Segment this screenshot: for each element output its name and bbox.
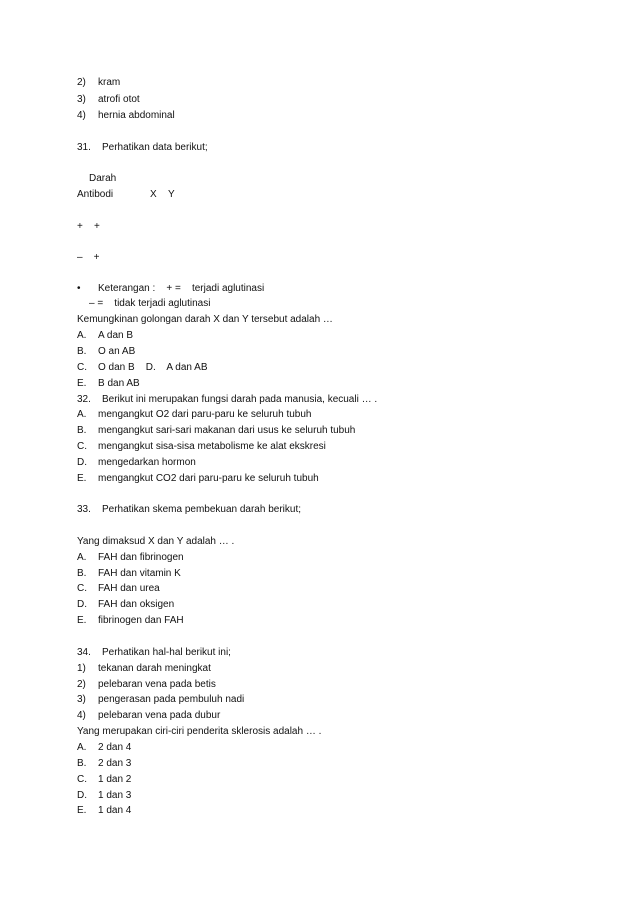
legend-line: – = tidak terjadi aglutinasi	[89, 298, 211, 309]
option-letter: B.	[77, 425, 87, 436]
table-header-darah: Darah	[89, 173, 117, 184]
item-number: 3)	[77, 94, 86, 105]
answer-option	[77, 441, 326, 453]
question-text: Yang dimaksud X dan Y adalah … .	[77, 536, 235, 547]
option-letter: D.	[77, 599, 87, 610]
option-text: FAH dan oksigen	[98, 599, 175, 610]
option-text: 2 dan 4	[98, 742, 132, 753]
antibodi-label: Antibodi	[77, 189, 114, 200]
question-33-heading	[77, 504, 301, 516]
answer-option	[77, 346, 135, 358]
answer-option	[77, 774, 131, 786]
legend-text: Keterangan : + = terjadi aglutinasi	[98, 283, 265, 294]
list-item	[77, 663, 211, 675]
option-letter: A.	[77, 552, 87, 563]
list-item	[77, 710, 220, 722]
option-letter: C.	[77, 441, 87, 452]
option-letter: C.	[77, 774, 87, 785]
answer-option	[77, 758, 131, 770]
option-letter: A.	[77, 409, 87, 420]
option-text: O an AB	[98, 346, 136, 357]
item-text: kram	[98, 77, 121, 88]
option-letter: B.	[77, 568, 87, 579]
answer-option	[77, 599, 174, 611]
table-row: – +	[77, 252, 100, 263]
answer-option	[77, 742, 131, 754]
item-number: 2)	[77, 77, 86, 88]
answer-option	[77, 409, 311, 421]
column-y-label: Y	[168, 189, 175, 200]
question-number: 33.	[77, 504, 91, 515]
question-text: Perhatikan hal-hal berikut ini;	[102, 647, 231, 658]
question-number: 34.	[77, 647, 91, 658]
answer-option	[77, 615, 184, 627]
question-number: 32.	[77, 394, 91, 405]
option-text: mengangkut sari-sari makanan dari usus ke seluruh tubuh	[98, 425, 356, 436]
option-text: mengedarkan hormon	[98, 457, 196, 468]
option-letter: E.	[77, 805, 87, 816]
list-item	[77, 77, 120, 89]
question-text: Berikut ini merupakan fungsi darah pada manusia, kecuali … .	[102, 394, 378, 405]
column-x-label: X	[150, 189, 157, 200]
option-text: fibrinogen dan FAH	[98, 615, 184, 626]
list-item	[77, 94, 140, 106]
option-text: mengangkut sisa-sisa metabolisme ke alat ekskresi	[98, 441, 326, 452]
option-letter: A.	[77, 330, 87, 341]
question-31-heading	[77, 142, 208, 154]
answer-option	[77, 378, 140, 390]
option-letter: B.	[77, 758, 87, 769]
option-letter: B.	[77, 346, 87, 357]
item-number: 4)	[77, 710, 86, 721]
list-item	[77, 679, 216, 691]
question-32-heading	[77, 394, 377, 406]
option-letter: E.	[77, 378, 87, 389]
option-text: A dan B	[98, 330, 134, 341]
option-text: mengangkut CO2 dari paru-paru ke seluruh tubuh	[98, 473, 319, 484]
option-text: FAH dan vitamin K	[98, 568, 181, 579]
option-text: mengangkut O2 dari paru-paru ke seluruh tubuh	[98, 409, 312, 420]
table-header-row	[77, 189, 175, 201]
option-letter: E.	[77, 473, 87, 484]
question-text: Kemungkinan golongan darah X dan Y tersebut adalah …	[77, 314, 333, 325]
question-34-heading	[77, 647, 231, 659]
option-text: B dan AB	[98, 378, 140, 389]
option-letter: C.	[77, 583, 87, 594]
item-text: pelebaran vena pada dubur	[98, 710, 221, 721]
answer-option	[77, 583, 160, 595]
answer-option	[77, 362, 208, 374]
option-letter: A.	[77, 742, 87, 753]
question-text: Perhatikan skema pembekuan darah berikut;	[102, 504, 302, 515]
answer-option	[77, 805, 131, 817]
table-row: + +	[77, 221, 100, 232]
option-text: O dan B D. A dan AB	[98, 362, 208, 373]
answer-option	[77, 457, 196, 469]
list-item	[77, 110, 175, 122]
option-text: FAH dan urea	[98, 583, 160, 594]
option-letter: D.	[77, 457, 87, 468]
answer-option	[77, 552, 184, 564]
legend-line	[77, 283, 264, 295]
item-number: 1)	[77, 663, 86, 674]
answer-option	[77, 330, 133, 342]
option-text: 1 dan 2	[98, 774, 132, 785]
item-text: hernia abdominal	[98, 110, 175, 121]
bullet-icon: •	[77, 283, 81, 294]
item-text: atrofi otot	[98, 94, 140, 105]
option-letter: D.	[77, 790, 87, 801]
question-text: Yang merupakan ciri-ciri penderita sklerosis adalah … .	[77, 726, 322, 737]
item-number: 4)	[77, 110, 86, 121]
answer-option	[77, 568, 181, 580]
item-number: 2)	[77, 679, 86, 690]
item-text: pengerasan pada pembuluh nadi	[98, 694, 245, 705]
option-text: FAH dan fibrinogen	[98, 552, 184, 563]
option-text: 1 dan 4	[98, 805, 132, 816]
option-text: 2 dan 3	[98, 758, 132, 769]
question-number: 31.	[77, 142, 91, 153]
list-item	[77, 694, 244, 706]
item-text: pelebaran vena pada betis	[98, 679, 216, 690]
answer-option	[77, 790, 131, 802]
answer-option	[77, 425, 355, 437]
question-text: Perhatikan data berikut;	[102, 142, 208, 153]
item-number: 3)	[77, 694, 86, 705]
option-text: 1 dan 3	[98, 790, 132, 801]
option-letter: E.	[77, 615, 87, 626]
option-letter: C.	[77, 362, 87, 373]
item-text: tekanan darah meningkat	[98, 663, 211, 674]
answer-option	[77, 473, 319, 485]
